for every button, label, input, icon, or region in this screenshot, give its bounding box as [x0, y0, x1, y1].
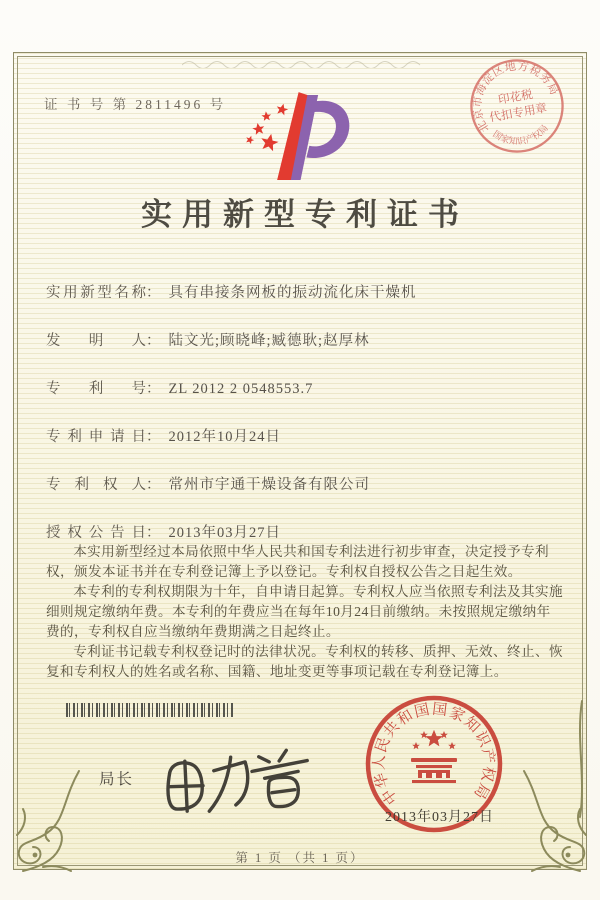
logo-stars — [245, 102, 290, 152]
page-footer: 第 1 页 （共 1 页） — [235, 851, 365, 865]
signer-title: 局长 — [99, 771, 135, 788]
field-value: 具有串接条网板的振动流化床干燥机 — [168, 285, 417, 301]
field-label: 发明人 — [46, 333, 146, 349]
stamp-line1: 印花税 — [497, 87, 534, 107]
field-value: 常州市宇通干燥设备有限公司 — [168, 477, 370, 493]
legal-text — [46, 542, 564, 682]
cnipa-logo — [242, 91, 364, 183]
field-grant-date: 授权公告日： 2013年03月27日 — [46, 521, 566, 542]
certificate-number: 证 书 号 第 2811496 号 — [44, 97, 227, 112]
stamp-line2: 代扣专用章 — [488, 101, 549, 125]
field-patent-number: 专利号： ZL 2012 2 0548553.7 — [46, 377, 566, 398]
certificate-frame — [13, 52, 587, 870]
paragraph-2: 本专利的专利权期限为十年，自申请日起算。专利权人应当依照专利法及其实施细则规定缴纳年费。本专利的年费应当在每年10月24日前缴纳。未按照规定缴纳年费的，专利权自应当缴纳年费期满之日起终止。 — [46, 584, 563, 639]
stamp-arc-bottom: 国家知识产权局 — [491, 122, 550, 147]
corner-flourish-bottom-right — [518, 699, 590, 873]
field-value: 2012年10月24日 — [168, 429, 281, 445]
paragraph-1: 本实用新型经过本局依照中华人民共和国专利法进行初步审查，决定授予专利权，颁发本证书并在专利登记簿上予以登记。专利权自授权公告之日起生效。 — [46, 544, 549, 579]
field-label: 专利号 — [46, 381, 146, 397]
field-label: 授权公告日 — [46, 525, 146, 541]
tax-stamp — [456, 45, 579, 168]
field-label: 实用新型名称 — [46, 285, 146, 301]
logo-p-shape — [277, 92, 349, 180]
field-list — [46, 281, 566, 569]
director-signature — [149, 729, 319, 824]
field-utility-model-name: 实用新型名称： 具有串接条网板的振动流化床干燥机 — [46, 281, 566, 302]
svg-text:国家知识产权局 — [490, 120, 552, 151]
field-value: 2013年03月27日 — [168, 525, 281, 541]
field-label: 专利权人 — [46, 477, 146, 493]
field-filing-date: 专利申请日： 2012年10月24日 — [46, 425, 566, 446]
national-emblem-icon — [411, 730, 457, 783]
paragraph-3: 专利证书记载专利权登记时的法律状况。专利权的转移、质押、无效、终止、恢复和专利权人的姓名或名称、国籍、地址变更等事项记载在专利登记簿上。 — [46, 644, 563, 679]
stamp-arc-top: 北京市海淀区地方税务局 — [471, 60, 561, 135]
certificate-title: 实用新型专利证书 — [141, 197, 469, 232]
field-value: ZL 2012 2 0548553.7 — [168, 381, 314, 397]
seal-date: 2013年03月27日 — [385, 810, 494, 825]
barcode — [66, 703, 234, 717]
top-ornament — [182, 56, 422, 68]
field-patentee: 专利权人： 常州市宇通干燥设备有限公司 — [46, 473, 566, 494]
seal-ring-text: 中华人民共和国国家知识产权局 — [371, 701, 497, 807]
field-inventors: 发明人： 陆文光;顾晓峰;臧德耿;赵厚林 — [46, 329, 566, 350]
field-label: 专利申请日 — [46, 429, 146, 445]
field-value: 陆文光;顾晓峰;臧德耿;赵厚林 — [168, 333, 370, 349]
